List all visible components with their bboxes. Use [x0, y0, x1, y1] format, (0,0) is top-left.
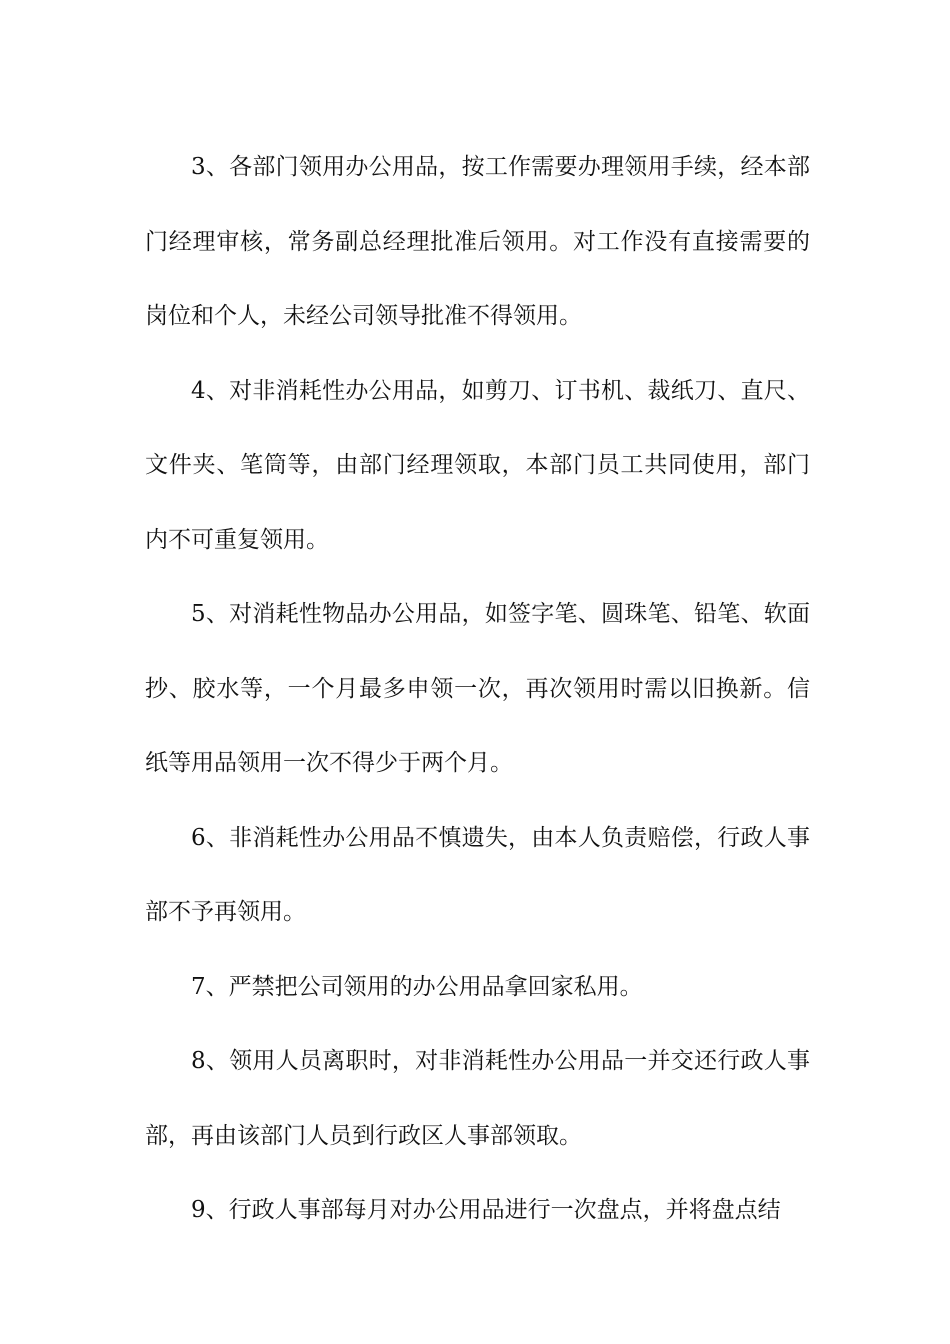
paragraph-item-9: 9、行政人事部每月对办公用品进行一次盘点，并将盘点结: [191, 1197, 781, 1223]
paragraph-item-8: 8、领用人员离职时，对非消耗性办公用品一并交还行政人事部，再由该部门人员到行政区人事部领取。: [145, 1048, 810, 1149]
paragraph-item-6: 6、非消耗性办公用品不慎遗失，由本人负责赔偿，行政人事部不予再领用。: [145, 824, 810, 925]
paragraph-item-4: 4、对非消耗性办公用品，如剪刀、订书机、裁纸刀、直尺、文件夹、笔筒等，由部门经理领取，本部门员工共同使用，部门内不可重复领用。: [145, 377, 810, 553]
paragraph-item-5: 5、对消耗性物品办公用品，如签字笔、圆珠笔、铅笔、软面抄、胶水等，一个月最多申领一次，再次领用时需以旧换新。信纸等用品领用一次不得少于两个月。: [145, 601, 810, 776]
document-body: [145, 130, 810, 1248]
paragraph-item-7: 7、严禁把公司领用的办公用品拿回家私用。: [191, 973, 643, 1000]
paragraph-item-3: 3、各部门领用办公用品，按工作需要办理领用手续，经本部门经理审核，常务副总经理批准后领用。对工作没有直接需要的岗位和个人，未经公司领导批准不得领用。: [145, 154, 810, 329]
